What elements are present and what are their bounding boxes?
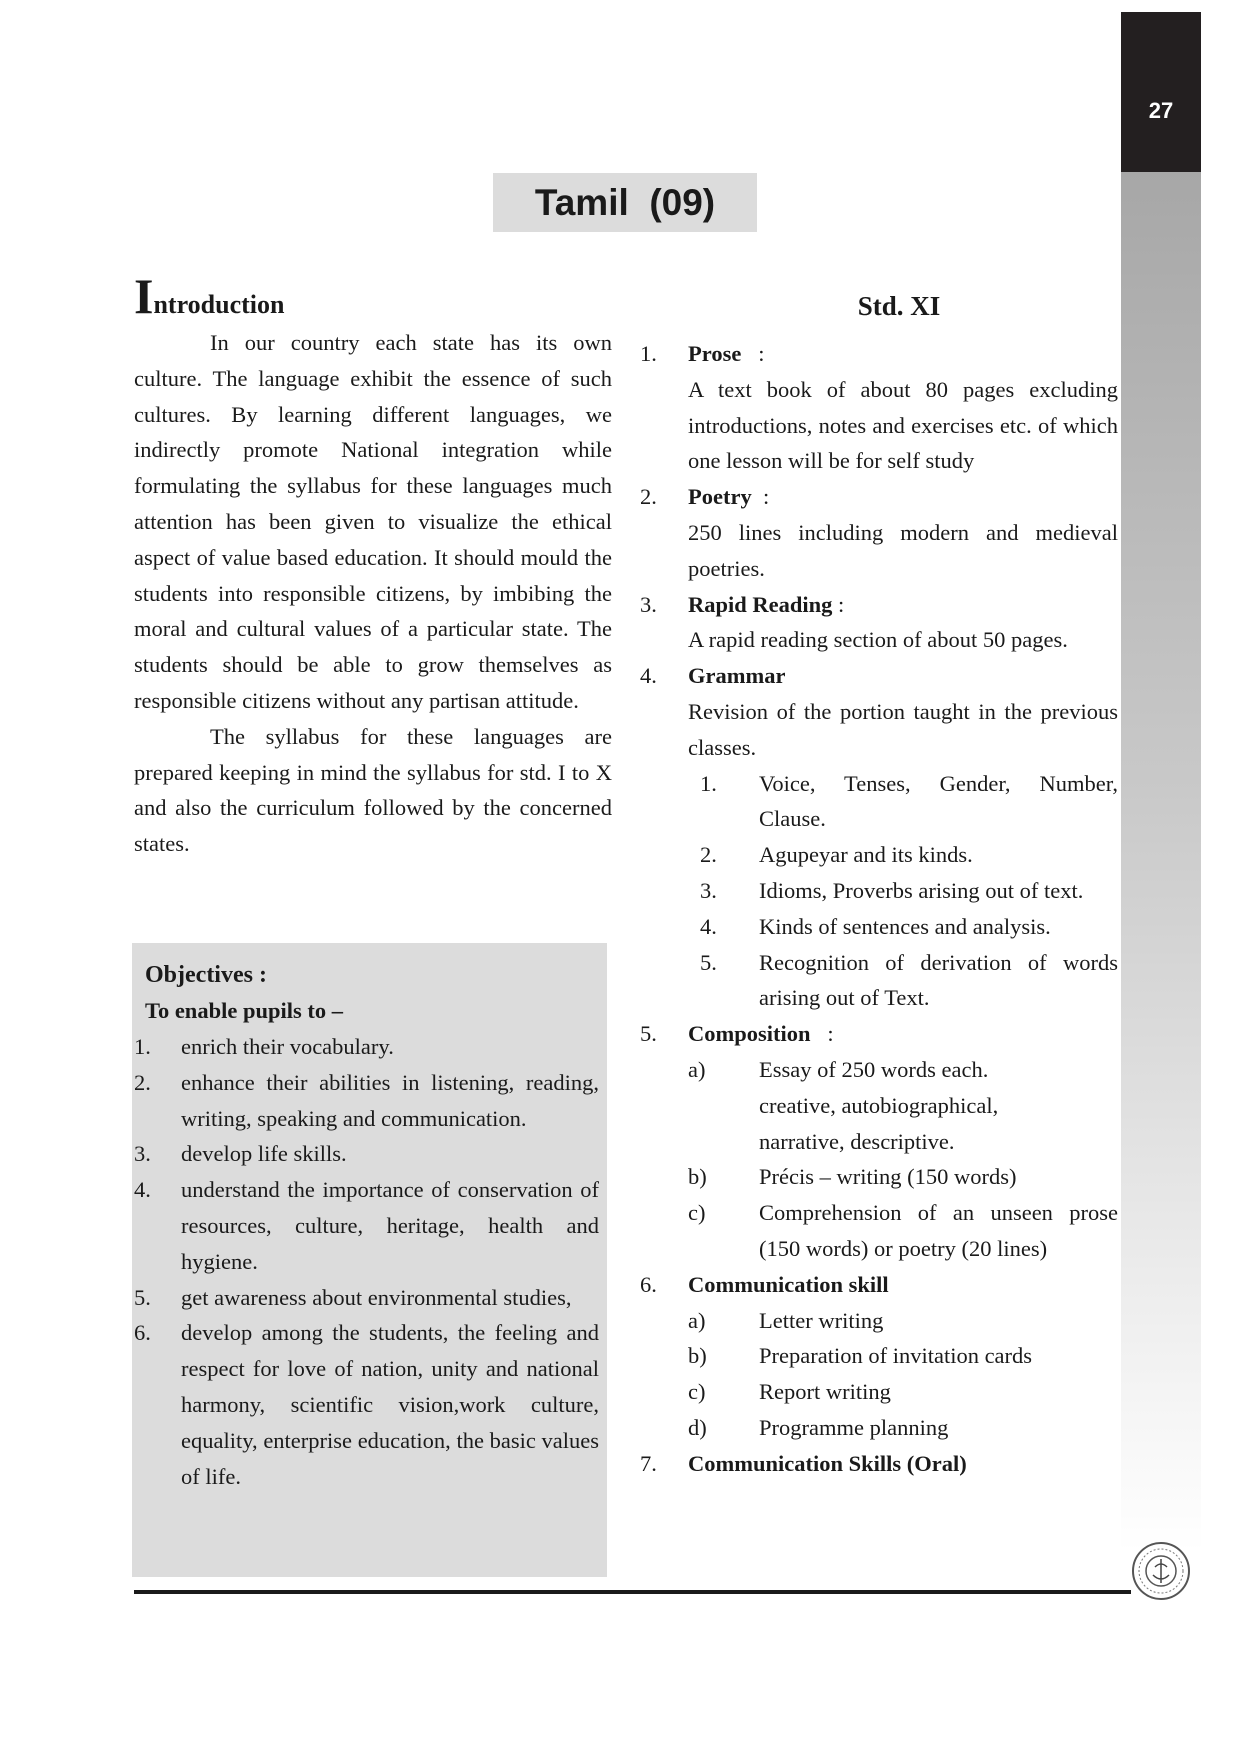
item-number: b)	[688, 1343, 707, 1369]
section-colon: :	[832, 591, 845, 617]
list-item	[688, 1410, 1118, 1446]
section-colon: :	[741, 341, 765, 366]
section-number: 5.	[640, 1021, 657, 1047]
item-text: Programme planning	[759, 1414, 949, 1440]
item-text: Comprehension of an unseen prose (150 words) or poetry (20 lines)	[759, 1200, 1118, 1261]
page-title: Tamil (09)	[493, 173, 757, 232]
list-item	[688, 766, 1118, 838]
list-item	[688, 945, 1118, 1017]
list-item	[688, 1159, 1118, 1195]
section-description: A rapid reading section of about 50 pages.	[688, 627, 1068, 653]
item-text: enhance their abilities in listening, reading, writing, speaking and communication.	[181, 1069, 599, 1131]
section-number: 2.	[640, 484, 657, 510]
section-poetry	[640, 479, 1118, 586]
item-number: 5.	[700, 949, 717, 975]
item-number: 1.	[134, 1034, 151, 1059]
list-item	[132, 1280, 599, 1316]
objectives-title: Objectives :	[145, 962, 267, 988]
item-number: 2.	[700, 842, 717, 868]
list-item	[688, 909, 1118, 945]
introduction-heading	[134, 268, 612, 325]
section-number: 7.	[640, 1450, 657, 1476]
section-rapid-reading	[640, 587, 1118, 659]
section-heading: Prose	[688, 341, 742, 366]
item-text: Idioms, Proverbs arising out of text.	[759, 877, 1084, 903]
item-number: 3.	[700, 877, 717, 903]
emblem-seal-icon	[1131, 1541, 1191, 1601]
introduction-heading-text: ntroduction	[153, 290, 285, 319]
page-number-tab	[1121, 12, 1201, 172]
drop-cap: I	[134, 268, 154, 324]
item-number: 2.	[134, 1069, 151, 1095]
item-text: get awareness about environmental studies,	[181, 1284, 572, 1310]
item-text: enrich their vocabulary.	[181, 1034, 394, 1059]
section-number: 3.	[640, 591, 657, 617]
objectives-list	[132, 1029, 599, 1494]
section-communication-skill	[640, 1267, 1118, 1446]
section-description: A text book of about 80 pages excluding introductions, notes and exercises etc. of which one lesson will be for self study	[688, 376, 1118, 474]
section-grammar	[640, 658, 1118, 1016]
item-number: 1.	[700, 770, 717, 796]
item-number: 3.	[134, 1141, 151, 1167]
item-text: Précis – writing (150 words)	[759, 1164, 1017, 1190]
list-item	[132, 1029, 599, 1065]
item-text: Agupeyar and its kinds.	[759, 842, 973, 868]
list-item	[132, 1172, 599, 1279]
item-text: Voice, Tenses, Gender, Number, Clause.	[759, 770, 1118, 832]
item-number: d)	[688, 1414, 707, 1440]
section-number: 1.	[640, 341, 657, 366]
list-item	[688, 1374, 1118, 1410]
section-colon: :	[751, 484, 770, 510]
item-text: Kinds of sentences and analysis.	[759, 913, 1051, 939]
section-heading: Grammar	[688, 663, 786, 689]
bottom-rule	[134, 1590, 1131, 1594]
item-text: Report writing	[759, 1379, 891, 1405]
item-text: develop among the students, the feeling and respect for love of nation, unity and national harmony, scientific vision,work culture, equality, enterprise education, the basic values of life.	[181, 1320, 599, 1489]
list-item	[688, 837, 1118, 873]
section-description: 250 lines including modern and medieval poetries.	[688, 519, 1118, 581]
item-number: 6.	[134, 1320, 151, 1346]
item-number: c)	[688, 1200, 706, 1226]
section-composition	[640, 1016, 1118, 1267]
item-text: creative, autobiographical,	[759, 1092, 999, 1118]
list-item	[688, 1195, 1118, 1267]
syllabus-column	[640, 286, 1118, 1482]
list-item	[132, 1315, 599, 1494]
section-heading: Communication skill	[688, 1271, 889, 1297]
item-text-group	[759, 1052, 1118, 1159]
list-item	[688, 873, 1118, 909]
page-number: 27	[1148, 98, 1174, 123]
item-number: c)	[688, 1379, 706, 1405]
section-number: 6.	[640, 1271, 657, 1297]
list-item	[132, 1065, 599, 1137]
section-heading: Poetry	[688, 484, 752, 510]
section-heading: Composition	[688, 1021, 811, 1047]
section-number: 4.	[640, 663, 657, 689]
item-number: a)	[688, 1056, 706, 1082]
introduction-paragraph: The syllabus for these languages are prepared keeping in mind the syllabus for std. I to X and also the curriculum followed by the concerned states.	[134, 723, 612, 857]
introduction-paragraph: In our country each state has its own culture. The language exhibit the essence of such cultures. By learning different languages, we indirectly promote National integration while formulating the syllabus for these languages much attention has been given to visualize the ethical aspect of value based education. It should mould the students into responsible citizens, by imbibing the moral and cultural values of a particular state. The students should be able to grow themselves as responsible citizens without any partisan attitude.	[134, 330, 612, 713]
item-text: develop life skills.	[181, 1141, 347, 1167]
list-item	[132, 1136, 599, 1172]
item-number: b)	[688, 1164, 707, 1190]
introduction-column	[134, 268, 612, 862]
item-number: 4.	[134, 1177, 151, 1203]
objectives-box	[132, 943, 607, 1577]
objectives-subtitle: To enable pupils to –	[145, 998, 343, 1023]
side-gradient-band	[1121, 172, 1201, 1552]
section-description: Revision of the portion taught in the previous classes.	[688, 698, 1118, 760]
list-item	[688, 1052, 1118, 1159]
item-text: Preparation of invitation cards	[759, 1343, 1033, 1369]
list-item	[688, 1303, 1118, 1339]
section-heading: Rapid Reading	[688, 591, 833, 617]
section-colon: :	[810, 1021, 834, 1047]
item-text: narrative, descriptive.	[759, 1128, 955, 1154]
item-number: a)	[688, 1307, 706, 1333]
item-number: 4.	[700, 913, 717, 939]
section-communication-skills-oral	[640, 1446, 1118, 1482]
item-number: 5.	[134, 1284, 151, 1310]
section-prose	[640, 336, 1118, 479]
item-text: Essay of 250 words each.	[759, 1056, 989, 1082]
item-text: Letter writing	[759, 1307, 884, 1333]
list-item	[688, 1338, 1118, 1374]
std-heading: Std. XI	[857, 291, 941, 321]
item-text: Recognition of derivation of words arising out of Text.	[759, 949, 1118, 1011]
item-text: understand the importance of conservation of resources, culture, heritage, health and hygiene.	[181, 1177, 599, 1274]
section-heading: Communication Skills (Oral)	[688, 1450, 967, 1476]
